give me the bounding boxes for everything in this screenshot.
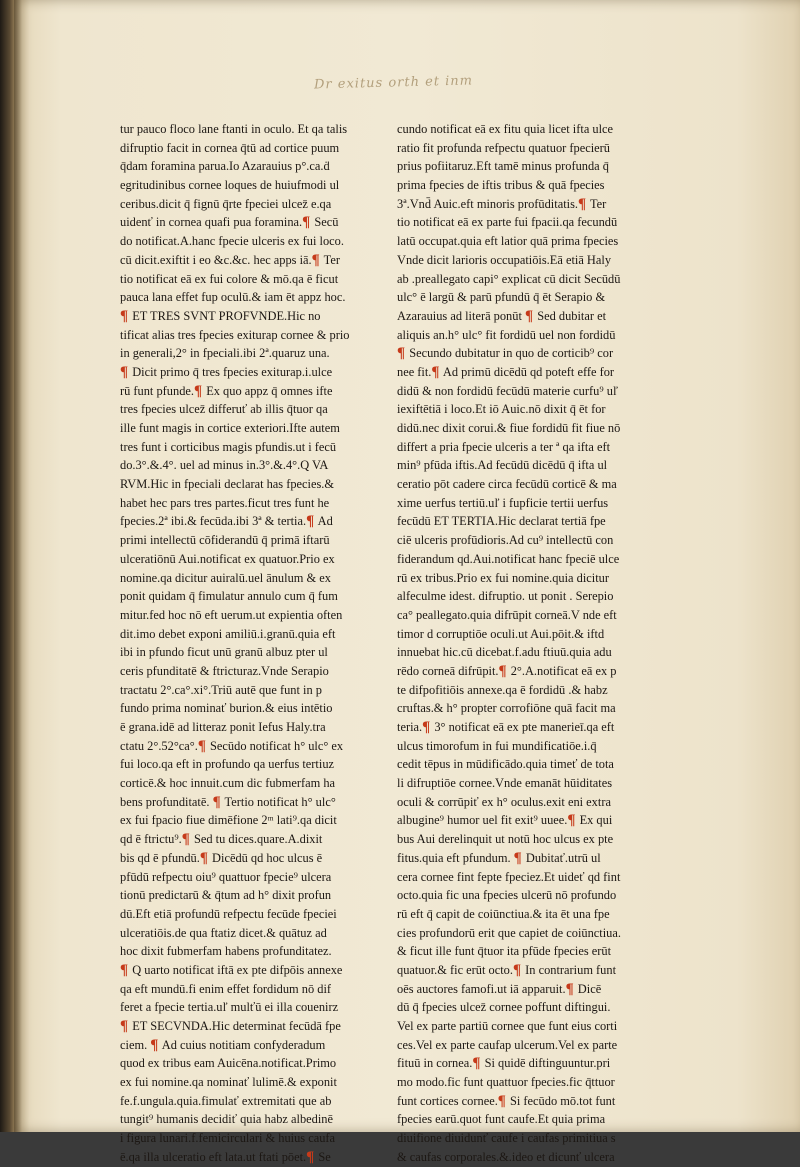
text-line: ē.qa illa ulceratio eft lata.ut ftati pōet.¶ Se <box>120 1148 331 1165</box>
text-line: min⁹ pfūda iftis.Ad fecūdū dicēdū q̄ ifta ul <box>397 458 608 473</box>
rubric-paragraph-mark: ¶ <box>199 849 208 866</box>
rubric-paragraph-mark: ¶ <box>513 849 522 866</box>
text-line: cies profundorū erit que capiet de coiūnctiua. <box>397 925 621 940</box>
text-line: Vel ex parte partiū cornee que funt eius corti <box>397 1019 618 1033</box>
text-line: tio notificat eā ex fui colore & mō.qa ē ficut <box>120 271 339 286</box>
text-line: ceris pfunditatē & ftricturaz.Vnde Serapio <box>120 663 329 678</box>
text-line: ctatu 2°.52°ca°.¶ Secūdo notificat h° ulc° ex <box>120 737 344 754</box>
text-line: ceratio pōt cadere circa fecūdū corticē & ma <box>397 477 617 492</box>
text-line: diuifione diuidunť caufe i caufas primitiua s <box>397 1131 616 1146</box>
text-line: teria.¶ 3° notificat eā ex pte manerieī.qa eft <box>397 719 615 735</box>
text-line: 3ª.Vnd̄ Auic.eft minoris profūditatis.¶ Ter <box>397 195 607 212</box>
text-line: oculi & corrūpiť ex h° oculus.exit eni extra <box>397 794 611 809</box>
text-line: ex fui nomine.qa nominať lulimē.& exponit <box>120 1075 337 1090</box>
rubric-paragraph-mark: ¶ <box>197 737 206 754</box>
text-line: latū occupat.quia eft latior quā prima fpecies <box>397 234 619 249</box>
rubric-paragraph-mark: ¶ <box>120 961 129 978</box>
text-line: nomine.qa dicitur auiralū.uel ānulum & ex <box>120 570 331 585</box>
rubric-paragraph-mark: ¶ <box>472 1055 481 1072</box>
text-line: fecūdū ET TERTIA.Hic declarat tertiā fpe <box>397 514 606 529</box>
text-line: li difruptiōe cornee.Vnde emanāt hūiditates <box>397 776 613 791</box>
text-line: hoc dixit fubmerfam habens profunditatez. <box>120 944 332 959</box>
text-line: ¶ Q uarto notificat iftā ex pte difpōis annexe <box>120 961 343 978</box>
rubric-paragraph-mark: ¶ <box>302 214 311 231</box>
text-line: do.3°.&.4°. uel ad minus in.3°.&.4°.Q VA <box>120 458 329 473</box>
text-line: qa eft mundū.fi enim effet fordidum nō dif <box>120 981 332 996</box>
rubric-paragraph-mark: ¶ <box>512 961 522 978</box>
text-line: cundo notificat eā ex fitu quia licet ifta ulce <box>397 122 614 136</box>
text-line: ces.Vel ex parte caufap ulcerum.Vel ex parte <box>397 1037 618 1052</box>
rubric-paragraph-mark: ¶ <box>120 363 129 380</box>
text-line: cū dicit.exiftit i eo &c.&c. hec apps iā.¶ Ter <box>120 251 340 268</box>
text-line: fpecies.2ª ibi.& fecūda.ibi 3ª & tertia.¶ Ad <box>120 513 333 530</box>
text-column-left <box>120 120 358 1167</box>
text-line: te difpofitiōis annexe.qa ē fordidū .& habz <box>397 682 608 697</box>
text-line: ciē ulceris profūdioris.Ad cu⁹ intellectū con <box>397 533 614 548</box>
text-line: pauca lana effet fup oculū.& iam ēt appz hoc. <box>120 290 346 305</box>
text-line: ¶ ET TRES SVNT PROFVNDE.Hic no <box>120 307 321 324</box>
text-line: rū eft q̄ capit de coiūnctiua.& ita ēt una fpe <box>397 906 610 921</box>
rubric-paragraph-mark: ¶ <box>212 793 221 810</box>
text-line: bis qd ē pfundū.¶ Dicēdū qd hoc ulcus ē <box>120 849 323 866</box>
text-line: tungit⁹ humanis decidiť quia habz albedinē <box>120 1112 333 1127</box>
rubric-paragraph-mark: ¶ <box>498 662 507 679</box>
rubric-paragraph-mark: ¶ <box>422 719 431 735</box>
text-line: habet hec pars tres partes.ficut tres funt he <box>120 495 330 510</box>
text-line: fe.f.ungula.quia.fimulať extremitati que ab <box>120 1093 332 1108</box>
text-line: feret a fpecie tertia.uľ mulťū ei illa couenirz <box>120 1000 339 1015</box>
text-line: corticē.& hoc innuit.cum dic fubmerfam ha <box>120 776 336 791</box>
text-line: rū funt pfunde.¶ Ex quo appz q̄ omnes ifte <box>120 382 333 399</box>
rubric-paragraph-mark: ¶ <box>578 195 587 212</box>
text-line: primi intellectū cōfiderandū q̄ primā iftarū <box>120 533 330 548</box>
text-line: xime uerfus tertiū.uľ i fupficie tertii uerfus <box>397 495 609 510</box>
book-spine-edge <box>0 0 14 1132</box>
text-line: dū q̄ fpecies ulcez̄ cornee poffunt diftingui. <box>397 1000 611 1015</box>
text-line: dit.imo debet exponi amiliū.i.granū.quia eft <box>120 626 336 641</box>
text-line: pfūdū refpectu oiu⁹ quattuor fpecie⁹ ulcera <box>120 869 332 884</box>
text-line: difruptio facit in cornea q̄tū ad cortice puum <box>120 140 340 155</box>
text-line: didū & non fordidū fecūdū materie curfu⁹ uľ <box>397 383 618 398</box>
text-line: ē grana.idē ad litteraz ponit Iefus Haly.tra <box>120 720 326 734</box>
text-line: & caufas corporales.&.ideo et dicunť ulcera <box>397 1149 615 1164</box>
text-line: ulc° ē largū & parū pfundū q̄ ēt Serapio & <box>397 290 606 305</box>
text-line: ca° peallegato.quia difrūpit corneā.V nde eft <box>397 607 617 622</box>
text-line: ciem. ¶ Ad cuius notitiam confyderadum <box>120 1036 326 1053</box>
text-line: funt cortices cornee.¶ Si fecūdo mō.tot funt <box>397 1092 616 1109</box>
text-line: ¶ ET SECVNDA.Hic determinat fecūdā fpe <box>120 1018 341 1034</box>
text-line: fui loco.qa eft in profundo qa uerfus tertiuz <box>120 757 335 772</box>
text-line: qd ē ftrictu⁹.¶ Sed tu dices.quare.A.dixit <box>120 831 323 848</box>
text-line: mo modo.fic funt quattuor fpecies.fic q̄ttuor <box>397 1075 615 1090</box>
text-line: ex fui fpacio fiue dimēfione 2ᵐ lati⁹.qa dicit <box>120 813 337 828</box>
rubric-paragraph-mark: ¶ <box>497 1092 506 1109</box>
rubric-paragraph-mark: ¶ <box>397 345 406 362</box>
text-line: bens profunditatē. ¶ Tertio notificat h° ulc° <box>120 793 336 810</box>
rubric-paragraph-mark: ¶ <box>306 1148 315 1165</box>
text-line: ratio fit profunda refpectu quatuor fpecierū <box>397 140 610 155</box>
text-line: cedit tēpus in mūdificādo.quia timeť de tota <box>397 757 614 772</box>
text-line: prima fpecies de iftis tribus & quā fpecies <box>397 178 605 193</box>
text-line: prius pofiitaruz.Eft tamē minus profunda q̄ <box>397 159 609 174</box>
text-column-right <box>397 120 655 1167</box>
rubric-paragraph-mark: ¶ <box>120 307 129 324</box>
text-line: tificat alias tres fpecies exiturap cornee & prio <box>120 327 350 342</box>
text-line: ab .preallegato capi° explicat cū dicit Secūdū <box>397 271 621 286</box>
text-line: quod ex tribus eam Auicēna.notificat.Primo <box>120 1056 337 1071</box>
text-line: cera cornee fint fepte fpeciez.Et uideť qd fint <box>397 869 621 884</box>
text-line: ponit quidam q̄ fimulatur annulo cum q̄ fum <box>120 589 338 604</box>
rubric-paragraph-mark: ¶ <box>431 363 440 380</box>
text-line: ulceratiōis.de qua ftatiz dicet.& quātuz ad <box>120 925 327 940</box>
rubric-paragraph-mark: ¶ <box>567 812 576 829</box>
text-line: tres funt i corticibus magis pfundis.ut i fecū <box>120 439 337 454</box>
rubric-paragraph-mark: ¶ <box>525 307 534 324</box>
text-line: differt a pria fpecie ulceris a ter ª qa ifta eft <box>397 439 611 454</box>
rubric-paragraph-mark: ¶ <box>193 382 203 399</box>
rubric-paragraph-mark: ¶ <box>181 831 190 848</box>
text-line: q̄dam foramina parua.Io Azarauius p°.ca.ḋ <box>120 159 330 174</box>
text-line: fpecies earū.quot funt caufe.Et quia prima <box>397 1112 606 1127</box>
text-line: quatuor.& fic erūt octo.¶ In contrarium funt <box>397 961 617 978</box>
text-line: fitus.quia eft pfundum. ¶ Dubitať.utrū ul <box>397 849 601 866</box>
text-line: & ficut ille funt q̄tuor ita pfūde fpecies erūt <box>397 944 612 959</box>
text-line: ¶ Secundo dubitatur in quo de corticib⁹ cor <box>397 345 614 362</box>
text-line: dū.Eft etiā profundū refpectu fecūde fpeciei <box>120 906 337 921</box>
rubric-paragraph-mark: ¶ <box>311 251 320 268</box>
text-line: albugine⁹ humor uel fit exit⁹ uuee.¶ Ex qui <box>397 812 613 829</box>
text-line: Vnde dicit larioris occupatiōis.Eā etiā Haly <box>397 252 612 267</box>
text-line: tur pauco floco lane ftanti in oculo. Et qa talis <box>120 122 348 136</box>
text-line: fiderandum qd.Aui.notificat hanc fpeciē ulce <box>397 551 620 566</box>
text-line: Azarauius ad literā ponūt ¶ Sed dubitar et <box>397 307 607 324</box>
rubric-paragraph-mark: ¶ <box>565 980 574 997</box>
text-line: rū ex tribus.Prio ex fui nomine.quia dicitur <box>397 570 609 585</box>
text-line: RVM.Hic in fpeciali declarat has fpecies.& <box>120 477 335 492</box>
rubric-paragraph-mark: ¶ <box>150 1036 159 1053</box>
book-page <box>14 0 800 1165</box>
text-line: innuebat hic.cū dicebat.f.adu ftiuū.quia adu <box>397 645 612 660</box>
text-line: timor d corruptiōe oculi.ut Aui.pōit.& iftd <box>397 626 605 641</box>
text-line: tionū predictarū & q̄tum ad h° dixit profun <box>120 888 332 903</box>
text-line: fundo prima nominať burion.& eius intētio <box>120 701 333 716</box>
handwritten-annotation: Dr exitus orth et inm <box>313 73 474 93</box>
text-line: iexiftētiā i loco.Et iō Auic.nō dixit q̄ ēt for <box>397 402 606 417</box>
text-line: i figura lunari.f.femicirculari & huius caufa <box>120 1131 336 1146</box>
text-line: ibi in pfundo ficut unū granū albuz pter ul <box>120 645 328 660</box>
text-line: rēdo corneā difrūpit.¶ 2°.A.notificat eā ex p <box>397 662 617 679</box>
text-line: ceribus.dicit q̄ fignū q̄rte fpeciei ulcez̄ e.qa <box>120 196 332 211</box>
text-line: ulceratiōnū Aui.notificat ex quatuor.Prio ex <box>120 551 335 566</box>
text-line: tractatu 2°.ca°.xi°.Triū autē que funt in p <box>120 682 322 697</box>
text-line: nee fit.¶ Ad primū dicēdū qd poteft effe for <box>397 363 615 380</box>
text-line: egritudinibus cornee loques de huiufmodi ul <box>120 178 340 193</box>
text-line: oēs auctores famofi.ut iā apparuit.¶ Dicē <box>397 980 602 997</box>
text-line: uidenť in cornea quafi pua foramina.¶ Secū <box>120 214 339 231</box>
text-line: octo.quia fic una fpecies ulcerū nō profundo <box>397 888 617 903</box>
text-line: cruftas.& h° propter corrofiōne quā facit ma <box>397 701 616 716</box>
text-line: alfeculme idest. difruptio. ut ponit . Serepio <box>397 589 614 604</box>
text-line: didū.nec dixit corui.& fiue fordidū fit fiue nō <box>397 421 621 435</box>
text-line: mitur.fed hoc nō eft uerum.ut expientia often <box>120 607 343 622</box>
text-line: tio notificat eā ex parte fui fpacii.qa fecundū <box>397 215 618 230</box>
text-line: bus Aui derelinquit ut notū hoc ulcus ex pte <box>397 832 614 847</box>
text-line: fituū in cornea.¶ Si quidē diftinguuntur.pri <box>397 1055 611 1072</box>
rubric-paragraph-mark: ¶ <box>120 1018 129 1034</box>
text-line: ille funt magis in cortice exteriori.Ifte autem <box>120 421 340 435</box>
text-line: aliquis an.h° ulc° fit fordidū uel non fordidū <box>397 327 616 342</box>
text-line: do notificat.A.hanc fpecie ulceris ex fui loco. <box>120 234 344 249</box>
text-line: ¶ Dicit primo q̄ tres fpecies exiturap.i.ulce <box>120 363 333 380</box>
text-line: ulcus timorofum in fui mundificatiōe.i.q̄ <box>397 738 597 753</box>
rubric-paragraph-mark: ¶ <box>306 513 315 530</box>
text-line: tres fpecies ulcez̄ differuť ab illis q̄tuor qa <box>120 402 328 417</box>
text-line: in generali,2° in fpeciali.ibi 2ª.quaruz una. <box>120 346 330 361</box>
